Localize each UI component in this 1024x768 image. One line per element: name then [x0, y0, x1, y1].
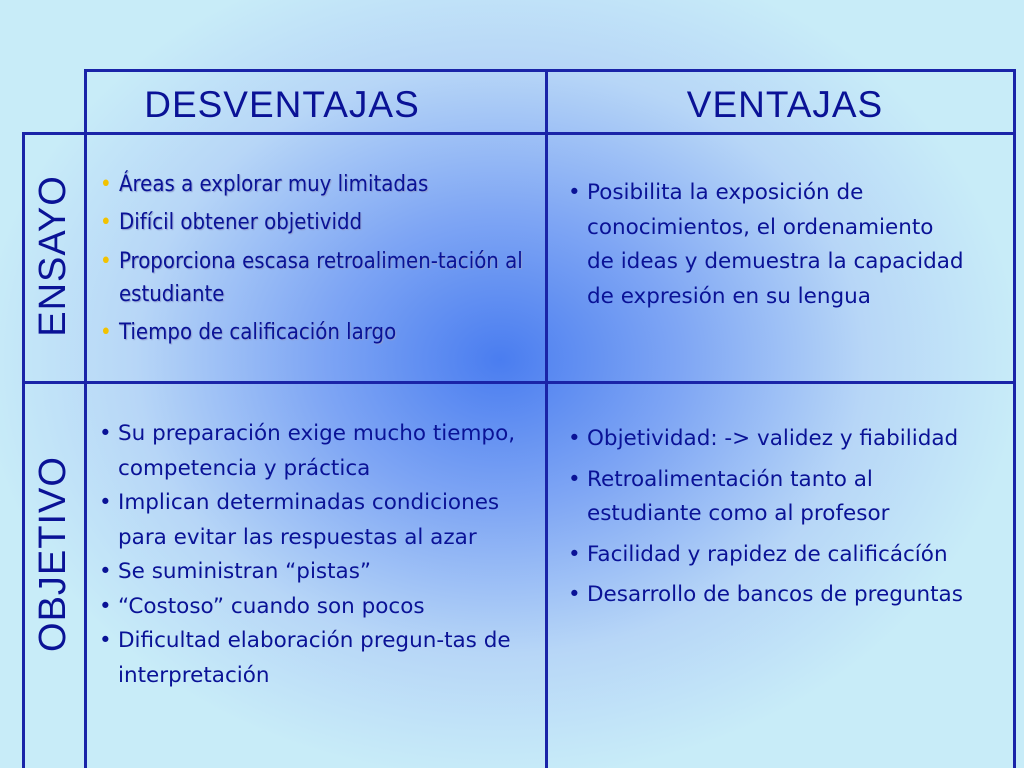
list-item: • Facilidad y rapidez de calificácíón	[566, 538, 986, 573]
list-item: • Posibilita la exposición de conocimientos, el ordenamiento de ideas y demuestra la capacidad de expresión en su lengua	[566, 176, 966, 314]
grid-line-header-bottom	[22, 132, 1016, 135]
list-item: • Se suministran “pistas”	[97, 555, 545, 590]
ensayo-desventajas-list	[98, 169, 544, 355]
list-item: • Dificultad elaboración pregun-tas de interpretación	[97, 624, 545, 693]
list-item: • Difícil obtener objetividd	[98, 207, 544, 239]
grid-line-left-outer	[22, 132, 25, 768]
list-item: • Áreas a explorar muy limitadas	[98, 169, 544, 201]
list-item: • Desarrollo de bancos de preguntas	[566, 578, 986, 613]
list-item: • Tiempo de calificación largo	[98, 317, 544, 349]
list-item: • Proporciona escasa retroalimen-tación al estudiante	[98, 245, 544, 311]
objetivo-desventajas-list	[97, 417, 545, 693]
grid-line-middle	[22, 381, 1016, 384]
list-item: • “Costoso” cuando son pocos	[97, 590, 545, 625]
column-header-desventajas: DESVENTAJAS	[144, 84, 420, 125]
list-item: • Su preparación exige mucho tiempo, competencia y práctica	[97, 417, 545, 486]
row-label-objetivo: OBJETIVO	[32, 456, 74, 652]
list-item: • Retroalimentación tanto al estudiante como al profesor	[566, 463, 986, 532]
ensayo-ventajas-list	[566, 176, 966, 314]
grid-line-right	[1013, 69, 1016, 768]
column-header-ventajas: VENTAJAS	[686, 84, 884, 125]
list-item: • Objetividad: -> validez y fiabilidad	[566, 422, 986, 457]
grid-line-top	[84, 69, 1016, 72]
grid-line-left-inner	[84, 69, 87, 768]
grid-line-center	[545, 69, 548, 768]
objetivo-ventajas-list	[566, 422, 986, 619]
row-label-ensayo: ENSAYO	[32, 175, 74, 337]
list-item: • Implican determinadas condiciones para evitar las respuestas al azar	[97, 486, 545, 555]
